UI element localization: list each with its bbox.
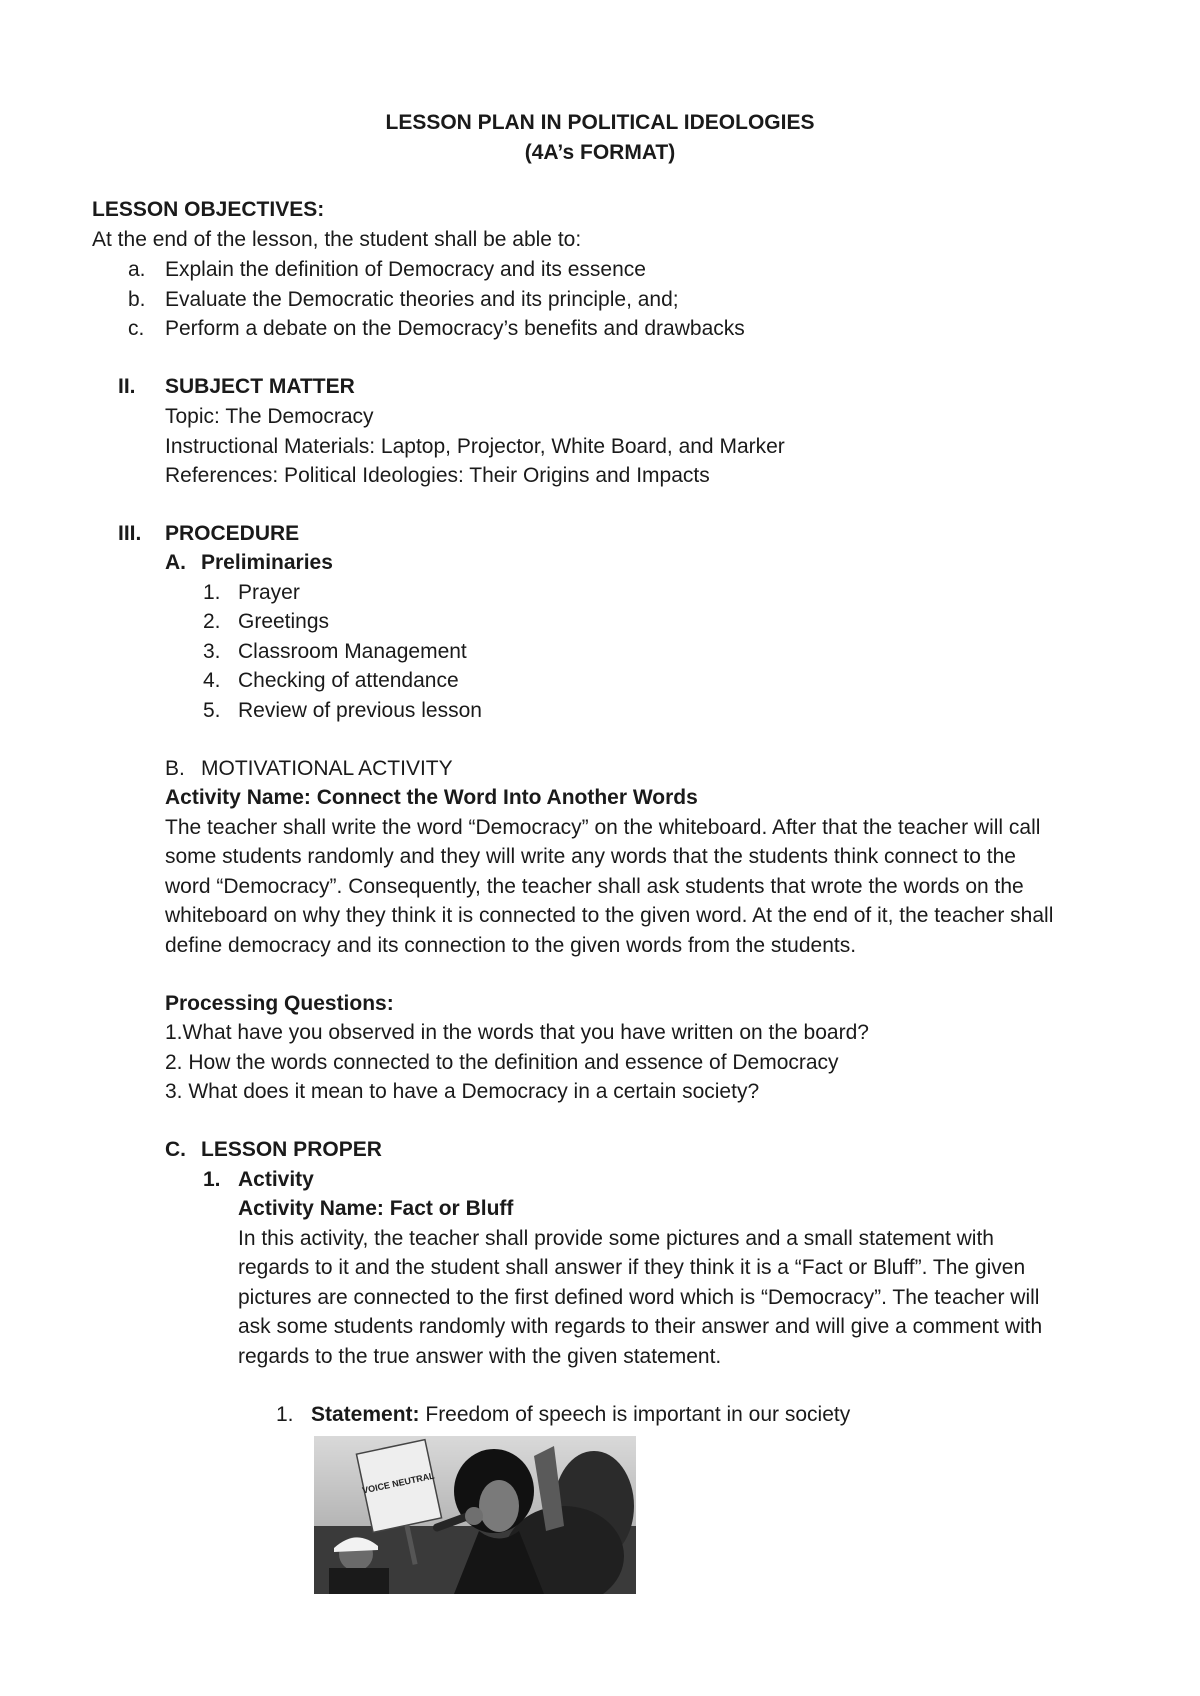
preliminaries-heading: Preliminaries <box>201 551 333 574</box>
subject-topic: Topic: The Democracy <box>165 405 374 428</box>
preliminary-marker: 4. <box>203 669 221 692</box>
processing-question: 2. How the words connected to the definition and essence of Democracy <box>165 1051 839 1074</box>
lesson-step-marker: 1. <box>203 1168 221 1191</box>
motivational-paragraph-line: word “Democracy”. Consequently, the teacher shall ask students that wrote the words on the <box>165 875 1024 898</box>
preliminary-item: Greetings <box>238 610 330 633</box>
activity-name: Activity Name: Fact or Bluff <box>238 1197 514 1220</box>
motivational-paragraph-line: The teacher shall write the word “Democracy” on the whiteboard. After that the teacher will call <box>165 816 1041 839</box>
processing-question: 1.What have you observed in the words that you have written on the board? <box>165 1021 869 1044</box>
objective-marker: a. <box>128 258 146 281</box>
subsection-marker: C. <box>165 1138 186 1161</box>
lesson-proper-heading: LESSON PROPER <box>201 1138 382 1161</box>
activity-paragraph-line: pictures are connected to the first defined word which is “Democracy”. The teacher will <box>238 1286 1040 1309</box>
motivational-paragraph-line: some students randomly and they will write any words that the students think connect to the <box>165 845 1016 868</box>
motivational-paragraph-line: define democracy and its connection to the given words from the students. <box>165 934 857 957</box>
preliminary-marker: 2. <box>203 610 221 633</box>
subject-materials: Instructional Materials: Laptop, Projector, White Board, and Marker <box>165 435 785 458</box>
statement-text: Freedom of speech is important in our society <box>419 1403 851 1426</box>
document-subtitle: (4A’s FORMAT) <box>524 141 676 164</box>
motivational-paragraph-line: whiteboard on why they think it is connected to the given word. At the end of it, the teacher shall <box>165 904 1054 927</box>
preliminary-marker: 3. <box>203 640 221 663</box>
protest-photo-illustration <box>314 1436 636 1594</box>
section-numeral: II. <box>118 375 136 398</box>
activity-paragraph-line: regards to it and the student shall answer if they think it is a “Fact or Bluff”. The given <box>238 1256 1026 1279</box>
protest-photo <box>314 1436 636 1594</box>
activity-paragraph-line: ask some students randomly with regards to their answer and will give a comment with <box>238 1315 1043 1338</box>
objective-item: Perform a debate on the Democracy’s benefits and drawbacks <box>165 317 745 340</box>
processing-question: 3. What does it mean to have a Democracy in a certain society? <box>165 1080 760 1103</box>
preliminary-item: Review of previous lesson <box>238 699 482 722</box>
motivational-activity-name: Activity Name: Connect the Word Into Another Words <box>165 786 698 809</box>
preliminary-marker: 1. <box>203 581 221 604</box>
activity-paragraph-line: regards to the true answer with the given statement. <box>238 1345 722 1368</box>
objective-item: Evaluate the Democratic theories and its principle, and; <box>165 288 679 311</box>
document-title: LESSON PLAN IN POLITICAL IDEOLOGIES <box>385 111 815 134</box>
subsection-marker: B. <box>165 757 185 780</box>
activity-paragraph-line: In this activity, the teacher shall provide some pictures and a small statement with <box>238 1227 994 1250</box>
processing-questions-heading: Processing Questions: <box>165 992 394 1015</box>
statement-marker: 1. <box>276 1403 294 1426</box>
motivational-heading: MOTIVATIONAL ACTIVITY <box>201 757 453 780</box>
activity-heading: Activity <box>238 1168 314 1191</box>
subject-references: References: Political Ideologies: Their Origins and Impacts <box>165 464 710 487</box>
subject-matter-heading: SUBJECT MATTER <box>165 375 355 398</box>
objectives-heading: LESSON OBJECTIVES: <box>92 198 325 221</box>
subsection-marker: A. <box>165 551 186 574</box>
section-numeral: III. <box>118 522 142 545</box>
objective-marker: c. <box>128 317 145 340</box>
objective-marker: b. <box>128 288 146 311</box>
preliminary-item: Classroom Management <box>238 640 467 663</box>
objectives-intro: At the end of the lesson, the student shall be able to: <box>92 228 582 251</box>
objective-item: Explain the definition of Democracy and its essence <box>165 258 646 281</box>
preliminary-item: Prayer <box>238 581 300 604</box>
preliminary-marker: 5. <box>203 699 221 722</box>
statement-label: Statement: <box>311 1403 420 1426</box>
procedure-heading: PROCEDURE <box>165 522 300 545</box>
statement-line <box>311 1400 850 1429</box>
protest-sign-text: VOICE NEUTRAL <box>361 1470 436 1496</box>
preliminary-item: Checking of attendance <box>238 669 459 692</box>
